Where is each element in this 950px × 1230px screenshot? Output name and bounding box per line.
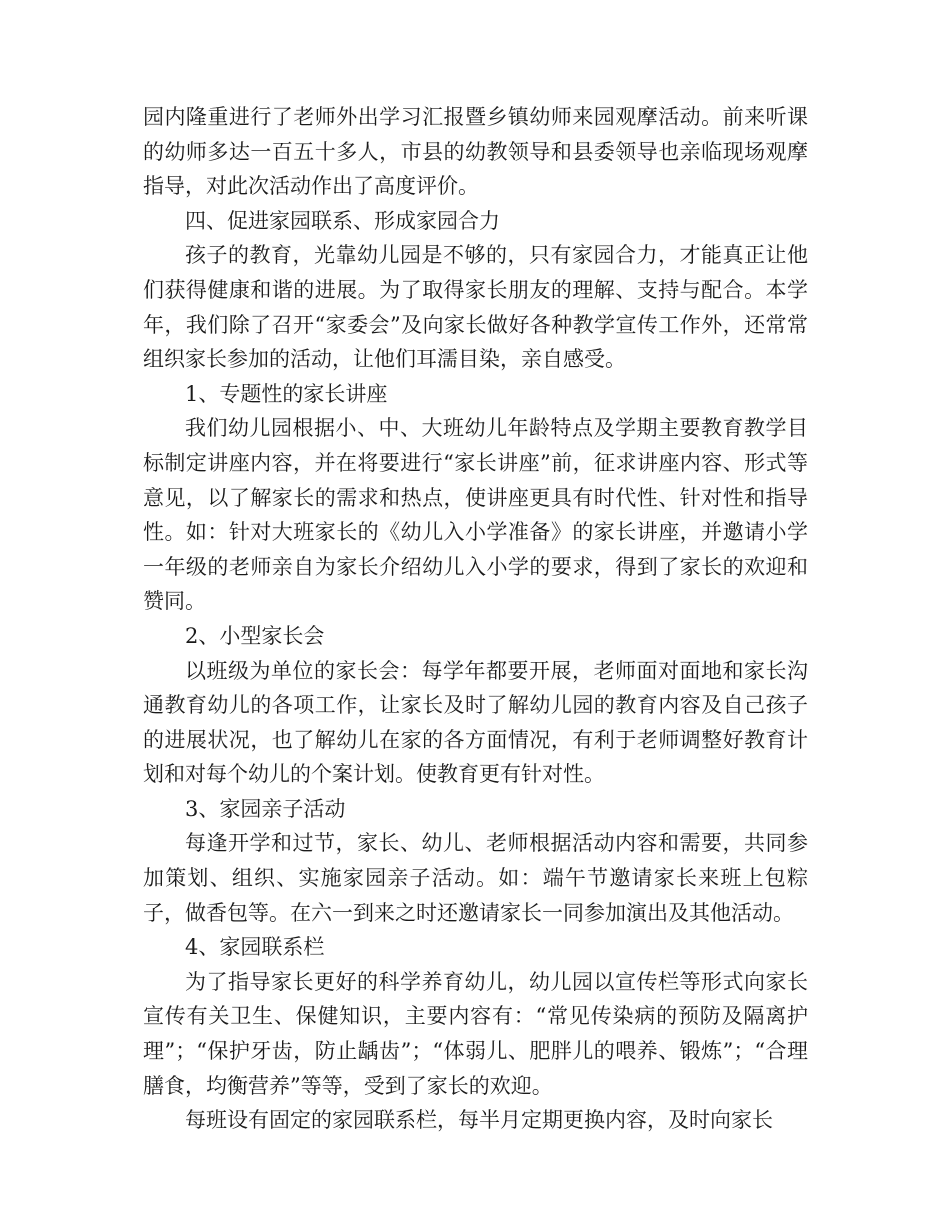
paragraph-parent-child-activities: 每逢开学和过节，家长、幼儿、老师根据活动内容和需要，共同参加策划、组织、实施家园亲子活动。如：端午节邀请家长来班上包粽子，做香包等。在六一到来之时还邀请家长一同参加演出及其他活动。 — [143, 831, 808, 925]
section-heading-home-school: 四、促进家园联系、形成家园合力 — [185, 208, 500, 233]
subheading-parent-lectures: 1、专题性的家长讲座 — [185, 381, 388, 406]
paragraph-intro-continuation: 园内隆重进行了老师外出学习汇报暨乡镇幼师来园观摩活动。前来听课的幼师多达一百五十多人，市县的幼教领导和县委领导也亲临现场观摩指导，对此次活动作出了高度评价。 — [143, 105, 808, 199]
subheading-parent-child-activities: 3、家园亲子活动 — [185, 796, 346, 821]
paragraph-contact-board-health: 为了指导家长更好的科学养育幼儿，幼儿园以宣传栏等形式向家长宣传有关卫生、保健知识，主要内容有：“常见传染病的预防及隔离护理”；“保护牙齿，防止龋齿”；“体弱儿、肥胖儿的喂养、锻炼”；“合理膳食，均衡营养”等等，受到了家长的欢迎。 — [143, 969, 808, 1098]
subheading-parent-meetings: 2、小型家长会 — [185, 623, 325, 648]
paragraph-parent-meetings: 以班级为单位的家长会：每学年都要开展，老师面对面地和家长沟通教育幼儿的各项工作，让家长及时了解幼儿园的教育内容及自己孩子的进展状况，也了解幼儿在家的各方面情况，有利于老师调整好教育计划和对每个幼儿的个案计划。使教育更有针对性。 — [143, 658, 808, 787]
paragraph-parent-lectures: 我们幼儿园根据小、中、大班幼儿年龄特点及学期主要教育教学目标制定讲座内容，并在将要进行“家长讲座”前，征求讲座内容、形式等意见，以了解家长的需求和热点，使讲座更具有时代性、针对性和指导性。如：针对大班家长的《幼儿入小学准备》的家长讲座，并邀请小学一年级的老师亲自为家长介绍幼儿入小学的要求，得到了家长的欢迎和赞同。 — [143, 416, 808, 614]
paragraph-home-school-cooperation: 孩子的教育，光靠幼儿园是不够的，只有家园合力，才能真正让他们获得健康和谐的进展。为了取得家长朋友的理解、支持与配合。本学年，我们除了召开“家委会”及向家长做好各种教学宣传工作外，还常常组织家长参加的活动，让他们耳濡目染，亲自感受。 — [143, 243, 808, 372]
subheading-contact-board: 4、家园联系栏 — [185, 935, 325, 960]
paragraph-contact-board-class: 每班设有固定的家园联系栏，每半月定期更换内容，及时向家长 — [185, 1108, 773, 1133]
document-body — [143, 100, 808, 1138]
